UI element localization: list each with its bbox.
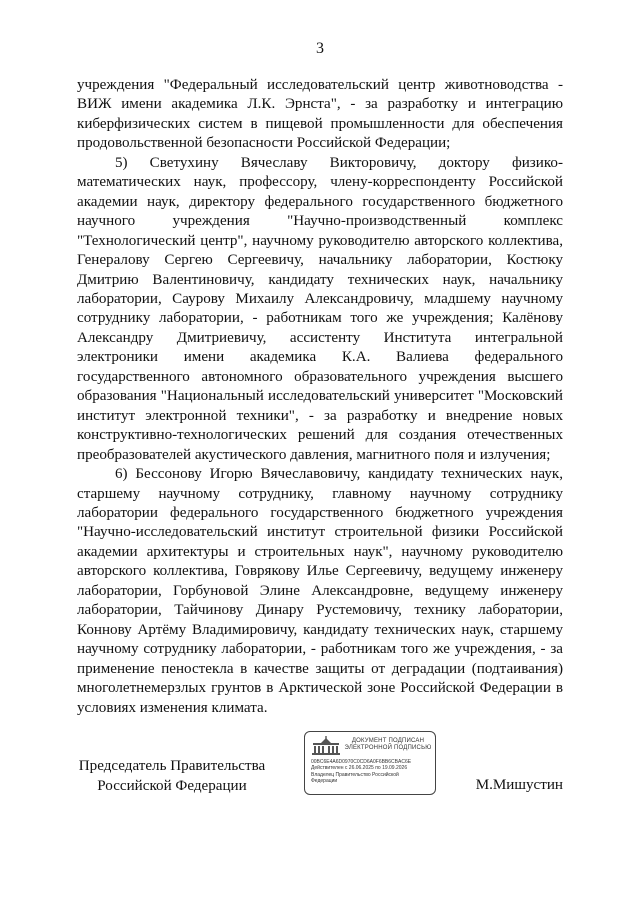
stamp-title: [343, 738, 433, 752]
signer-title: [77, 757, 267, 796]
stamp-owner-line-2: Федерации: [311, 778, 338, 785]
paragraph-item-6: 6) Бессонову Игорю Вячеславовичу, кандидату технических наук, старшему научному сотруднику, главному научному сотруднику лаборатории федерального государственного бюджетного учреждения "Научно-исследовательский институт строительной физики Российской академии архитектуры и строительных наук", научному руководителю авторского коллектива, Говрякову Илье Сергеевичу, ведущему инженеру лаборатории, Горбуновой Элине Александровне, ведущему инженеру лаборатории, Тайчинову Динару Рустемовичу, технику лаборатории, Коннову Артёму Владимировичу, кандидату технических наук, старшему научному сотруднику лаборатории, - работникам того же учреждения, - за применение пеностекла в качестве защиты от деградации (подтаивания) многолетнемерзлых грунтов в Арктической зоне Российской Федерации в условиях изменения климата.: [77, 466, 563, 716]
page-number: 3: [316, 40, 324, 57]
paragraph-item-5: 5) Светухину Вячеславу Викторовичу, доктору физико-математических наук, профессору, члену-корреспонденту Российской академии наук, директору федерального государственного бюджетного научного учреждения "Научно-производственный комплекс "Технологический центр", научному руководителю авторского коллектива, Генералову Сергею Сергеевичу, начальнику лаборатории, Костюку Дмитрию Валентиновичу, кандидату технических наук, начальнику лаборатории, Саурову Михаилу Александровичу, младшему научному сотруднику лаборатории, - работникам того же учреждения; Калёнову Александру Дмитриевичу, ассистенту Института интегральной электроники имени академика К.А. Валиева федерального государственного автономного образовательного учреждения высшего образования "Национальный исследовательский университет "Московский институт электронной техники", - за разработку и внедрение новых конструктивно-технологических решений для создания отечественных преобразователей акустического давления, магнитного поля и излучения;: [77, 154, 563, 463]
signer-title-line-2: Российской Федерации: [97, 777, 247, 794]
paragraph-continuation: учреждения "Федеральный исследовательский центр животноводства - ВИЖ имени академика Л.К. Эрнста", - за разработку и интеграцию киберфизических систем в пищевой промышленности для обеспечения продовольственной безопасности Российской Федерации;: [77, 77, 563, 152]
stamp-certificate: 00BC6E4A6D0970C0CD6A0F6BB6CBAC6E: [311, 759, 412, 765]
stamp-title-line-2: ЭЛЕКТРОННОЙ ПОДПИСЬЮ: [344, 745, 432, 751]
stamp-validity: Действителен с 26.06.2025 по 19.09.2026: [311, 765, 408, 772]
signer-title-line-1: Председатель Правительства: [78, 758, 266, 774]
signer-name: М.Мишустин: [475, 777, 563, 793]
electronic-signature-stamp: [304, 731, 436, 795]
stamp-details: [311, 759, 433, 785]
document-body: [77, 76, 563, 718]
government-building-icon: [311, 736, 341, 756]
stamp-owner-line-1: Владелец Правительство Российской: [311, 771, 399, 778]
stamp-title-line-1: ДОКУМЕНТ ПОДПИСАН: [351, 738, 425, 744]
